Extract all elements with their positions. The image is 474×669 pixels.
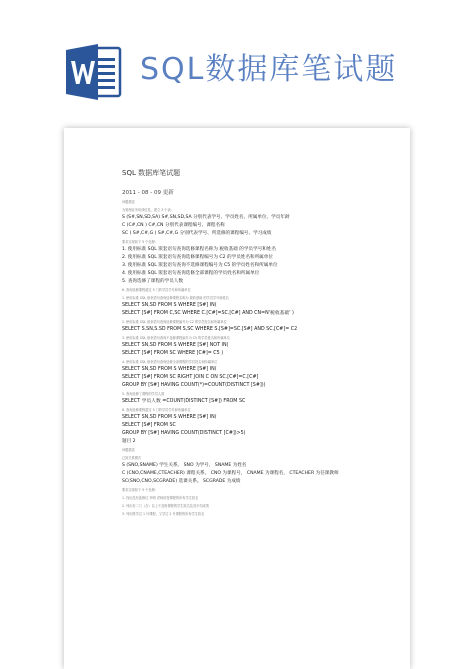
document-line: 要求实现如下 5 个处理： [122, 240, 158, 244]
document-line: 5. 查询选修了课程的学员人数 [122, 279, 183, 284]
document-line: SELECT SN,SD FROM S WHERE [S#] IN( [122, 303, 217, 308]
document-line: 2. 使用标准 SQL 嵌套语句查询选修课程编号为 C2 的学员姓名和所属单位 [122, 320, 227, 324]
document-line: 3. 使用标准 SQL 嵌套语句查询不选修课程编号为 C5 的学员姓名和所属单位 [122, 336, 230, 340]
document-line: 1. 找出没有选修过 李明 老师讲授课程的所有学生姓名 [122, 496, 199, 500]
document-line: 2. 使用标准 SQL 嵌套语句查询选修课程编号为 C2 的学员姓名和所属单位 [122, 255, 273, 260]
document-line: GROUP BY [S#] HAVING COUNT(DISTINCT [C#])>5) [122, 431, 246, 436]
document-line: S (S#,SN,SD,SA) S#,SN,SD,SA 分别代表学号、学员姓名、所属单位、学员年龄 [122, 215, 290, 220]
document-line: 问题描述 [122, 448, 135, 452]
document-line: 6. 查询选修课程超过 5 门的学员学号和所属单位 [122, 288, 191, 292]
document-line: 要求实现如下 5 个处理： [122, 488, 158, 492]
document-line: SELECT SN,SD FROM S WHERE [S#] NOT IN( [122, 343, 229, 348]
document-page [64, 128, 410, 669]
document-line: 2. 列出有二门（含）以上不及格课程的学生姓名及其平均成绩 [122, 504, 209, 508]
document-line: SELECT SN,SD FROM S WHERE [S#] IN( [122, 415, 217, 420]
document-line: 问题描述 [122, 200, 135, 204]
document-line: 4. 使用标准 SQL 嵌套语句查询选修全部课程的学员姓名和所属单位 [122, 271, 260, 276]
document-line: SELECT [S#] FROM SC [122, 423, 176, 428]
document-lines [122, 198, 392, 518]
document-line: SC(SNO,CNO,SCGRADE) 选课关系。 SCGRADE 为成绩 [122, 479, 241, 484]
document-line: S (SNO,SNAME) 学生关系。 SNO 为学号， SNAME 为姓名 [122, 463, 247, 468]
document-line: SC ( S#,C#,G ) S#,C#,G 分别代表学号、所选修的课程编号、学习成绩 [122, 231, 272, 236]
document-line: 1. 使用标准 SQL 嵌套语句查询选修课程名称为 税收基础 的学员学号和姓名 [122, 296, 229, 300]
document-line: GROUP BY [S#] HAVING COUNT(*)=COUNT(DISTINCT [S#])) [122, 383, 266, 388]
document-line: C (CNO,CNAME,CTEACHER) 课程关系。 CNO 为课程号， CNAME 为课程名， CTEACHER 为任课教师 [122, 471, 339, 476]
document-line: SELECT S.SN,S.SD FROM S,SC WHERE S.[S#]=SC.[S#] AND SC.[C#]= C2 [122, 327, 298, 332]
page-title: SQL数据库笔试题 [140, 52, 398, 87]
document-date: 2011 - 08 - 09 更新 [122, 190, 174, 196]
document-line: 为管理业务培训信息，建立 3 个表： [122, 208, 174, 212]
document-line: SELECT [S#] FROM C,SC WHERE C.[C#]=SC.[C#] AND CN=N'税收基础' ) [122, 311, 294, 316]
document-line: 5. 查询选修了课程的学员人数 [122, 392, 165, 396]
document-line: 题目 2 [122, 439, 136, 444]
document-line: SELECT 学员人数 =COUNT(DISTINCT [S#]) FROM SC [122, 399, 246, 404]
header-banner [0, 0, 474, 118]
document-line: 6. 查询选修课程超过 5 门的学员学号和所属单位 [122, 408, 191, 412]
document-line: 3. 列出既学过 1 号课程，又学过 2 号课程的所有学生姓名 [122, 512, 205, 516]
document-line: SELECT SN,SD FROM S WHERE [S#] IN( [122, 367, 217, 372]
document-line: SELECT [S#] FROM SC WHERE [C#]= C5 ) [122, 351, 224, 356]
document-line: SELECT [S#] FROM SC RIGHT JOIN C ON SC.[C#]=C.[C#] [122, 375, 259, 380]
document-title: SQL 数据库笔试题 [122, 169, 181, 177]
document-body [122, 168, 392, 518]
word-document-icon [62, 40, 126, 104]
document-line: 已知关系模式 [122, 456, 142, 460]
document-line: 1. 使用标准 SQL 嵌套语句查询选修课程名称为 税收基础 的学员学号和姓名 [122, 247, 276, 252]
document-line: C (C#,CN ) C#,CN 分别代表课程编号、课程名称 [122, 223, 225, 228]
document-line: 4. 使用标准 SQL 嵌套语句查询选修全部课程的学员姓名和所属单位 [122, 360, 218, 364]
document-line: 3. 使用标准 SQL 嵌套语句查询不选修课程编号为 C5 的学员姓名和所属单位 [122, 263, 278, 268]
